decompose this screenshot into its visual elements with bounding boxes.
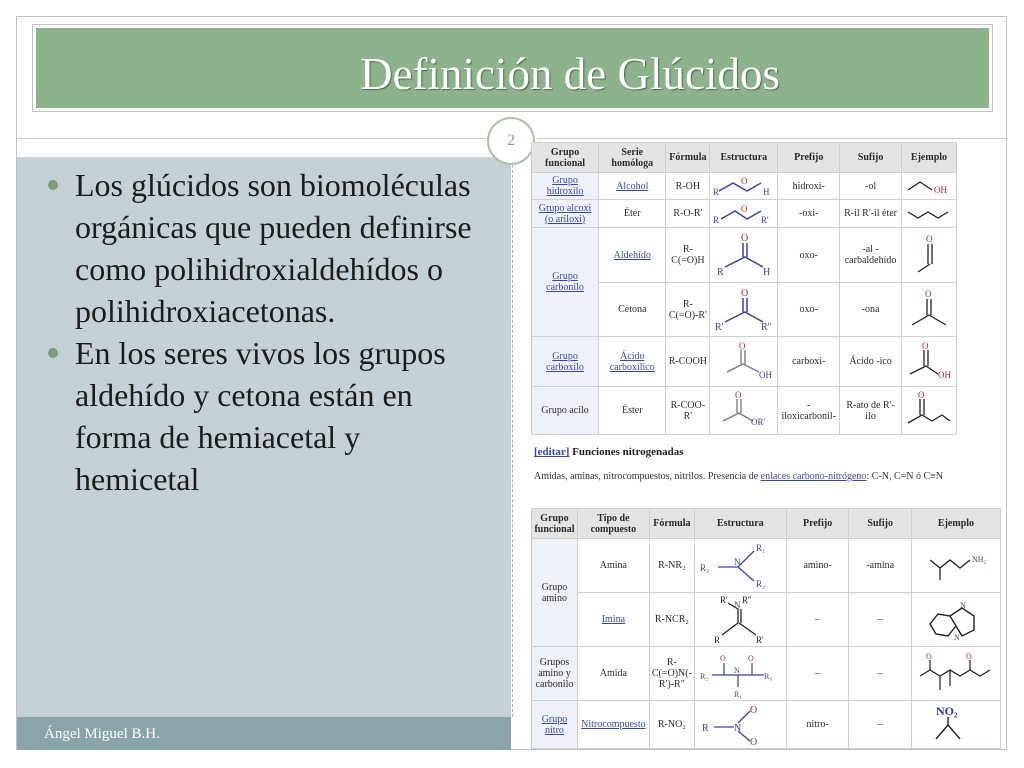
svg-text:R'': R'' <box>742 594 752 605</box>
svg-text:N: N <box>953 632 960 642</box>
prefix-cell: hidroxi- <box>778 173 840 200</box>
table-row <box>532 387 957 435</box>
structure-cell <box>710 173 778 200</box>
formula-cell: R-NO₂ <box>649 701 694 749</box>
suffix-cell: -al - carbaldehído <box>840 228 902 283</box>
example-cell <box>911 593 1000 647</box>
col-header: Ejemplo <box>901 143 956 173</box>
suffix-cell: -amina <box>849 539 912 593</box>
svg-text:O: O <box>925 234 933 244</box>
type-cell[interactable]: Nitrocompuesto <box>577 701 649 749</box>
group-cell: Grupo acilo <box>532 387 599 435</box>
example-cell <box>911 647 1000 701</box>
svg-text:N: N <box>959 600 966 610</box>
example-ester-icon <box>904 389 954 433</box>
footer-author: Ángel Miguel B.H. <box>44 726 160 742</box>
svg-text:O: O <box>925 651 932 661</box>
svg-text:O: O <box>924 288 932 299</box>
suffix-cell: -ona <box>840 283 902 337</box>
svg-text:R: R <box>702 722 709 734</box>
col-header: Grupo funcional <box>532 509 578 539</box>
svg-text:R₂: R₂ <box>700 671 709 681</box>
carboxylic-structure-icon <box>713 340 775 384</box>
ester-structure-icon <box>713 389 775 433</box>
formula-cell: R-NR₂ <box>649 539 694 593</box>
nitrogen-groups-table <box>531 508 1001 749</box>
svg-text:R: R <box>716 267 724 278</box>
svg-text:R₁: R₁ <box>756 542 766 553</box>
group-cell[interactable]: Grupo alcoxi (o ariloxi) <box>532 200 599 228</box>
svg-text:O: O <box>738 340 746 351</box>
suffix-cell: R-ato de R'-ilo <box>840 387 902 435</box>
prefix-cell: oxo- <box>778 228 840 283</box>
example-amide-icon <box>914 650 998 698</box>
suffix-cell: – <box>849 701 912 749</box>
table-header-row <box>532 143 957 173</box>
aldehyde-structure-icon <box>713 231 775 279</box>
prefix-cell: -oxi- <box>778 200 840 228</box>
example-cell <box>901 283 956 337</box>
svg-text:R₃: R₃ <box>764 671 773 681</box>
table-row <box>532 539 1001 593</box>
amide-structure-icon <box>698 649 782 699</box>
serie-cell[interactable]: Ácido carboxílico <box>599 337 666 387</box>
example-aldehyde-icon <box>904 232 954 278</box>
suffix-cell: -ol <box>840 173 902 200</box>
svg-text:R'': R'' <box>760 321 772 333</box>
example-ether-icon <box>904 204 954 224</box>
table-row <box>532 200 957 228</box>
type-cell: Amida <box>577 647 649 701</box>
svg-text:O: O <box>750 704 758 716</box>
example-imine-icon <box>916 596 996 644</box>
svg-text:OH: OH <box>933 185 947 195</box>
oxygen-groups-table <box>531 142 957 435</box>
col-header: Ejemplo <box>911 509 1000 539</box>
svg-text:OH: OH <box>758 369 772 380</box>
serie-cell: Éster <box>599 387 666 435</box>
serie-cell[interactable]: Alcohol <box>599 173 666 200</box>
formula-cell: R-COOH <box>666 337 710 387</box>
col-header: Prefijo <box>786 509 849 539</box>
svg-text:R': R' <box>756 634 764 645</box>
prefix-cell: – <box>786 647 849 701</box>
structure-cell <box>710 337 778 387</box>
ketone-structure-icon <box>713 286 775 334</box>
svg-text:OR': OR' <box>750 416 765 427</box>
nitrogen-section-heading: [editar] Funciones nitrogenadas <box>534 446 684 458</box>
structure-cell <box>710 228 778 283</box>
table-row <box>532 337 957 387</box>
formula-cell: R-O-R' <box>666 200 710 228</box>
col-header: Estructura <box>694 509 786 539</box>
svg-text:O: O <box>740 203 748 214</box>
example-cell <box>911 701 1000 749</box>
group-cell[interactable]: Grupo carbonilo <box>532 228 599 337</box>
ether-structure-icon <box>713 203 775 225</box>
col-header: Fórmula <box>666 143 710 173</box>
svg-text:N: N <box>734 665 741 675</box>
svg-text:O: O <box>917 389 925 400</box>
prefix-cell: - iloxicarbonil- <box>778 387 840 435</box>
svg-text:N: N <box>734 599 741 610</box>
suffix-cell: – <box>849 647 912 701</box>
example-ketone-icon <box>904 287 954 333</box>
group-cell[interactable]: Grupo hidroxilo <box>532 173 599 200</box>
bullet-icon <box>48 180 58 190</box>
svg-text:R₁: R₁ <box>734 689 743 699</box>
serie-cell: Cetona <box>599 283 666 337</box>
col-header: Grupo funcional <box>532 143 599 173</box>
prefix-cell: carboxi- <box>778 337 840 387</box>
suffix-cell: Ácido -ico <box>840 337 902 387</box>
svg-text:O: O <box>750 736 758 747</box>
col-header: Prefijo <box>778 143 840 173</box>
group-cell: Grupo amino <box>532 539 578 647</box>
example-cell <box>911 539 1000 593</box>
structure-cell <box>694 539 786 593</box>
table-header-row <box>532 509 1001 539</box>
bullet-list <box>42 164 482 500</box>
serie-cell[interactable]: Aldehído <box>599 228 666 283</box>
structure-cell <box>694 647 786 701</box>
svg-text:O: O <box>740 233 749 244</box>
col-header: Estructura <box>710 143 778 173</box>
formula-cell: R-C(=O)-R' <box>666 283 710 337</box>
svg-text:O: O <box>740 176 748 186</box>
svg-text:R: R <box>712 187 719 197</box>
formula-cell: R-OH <box>666 173 710 200</box>
col-header: Sufijo <box>840 143 902 173</box>
svg-text:H: H <box>762 187 770 197</box>
divider-right <box>537 138 1007 139</box>
divider-left <box>16 138 486 139</box>
svg-text:N: N <box>734 722 742 734</box>
example-cell <box>901 173 956 200</box>
svg-text:R₃: R₃ <box>700 562 710 573</box>
example-alcohol-icon <box>904 176 954 196</box>
amine-structure-icon <box>698 541 782 591</box>
structure-cell <box>710 200 778 228</box>
type-cell: Amina <box>577 539 649 593</box>
table-row <box>532 593 1001 647</box>
svg-text:R: R <box>712 214 719 225</box>
svg-text:NH₂: NH₂ <box>971 554 987 564</box>
col-header: Sufijo <box>849 509 912 539</box>
col-header: Tipo de compuesto <box>577 509 649 539</box>
svg-text:O: O <box>965 651 972 661</box>
svg-text:R': R' <box>760 214 769 225</box>
group-cell[interactable]: Grupo nitro <box>532 701 578 749</box>
bullet-item: En los seres vivos los grupos aldehído y cetona están en forma de hemiacetal y hemicetal <box>42 332 482 500</box>
formula-cell: R-C(=O)N(-R')-R" <box>649 647 694 701</box>
suffix-cell: R-il R'-il éter <box>840 200 902 228</box>
suffix-cell: – <box>849 593 912 647</box>
imine-structure-icon <box>698 595 782 645</box>
prefix-cell: oxo- <box>778 283 840 337</box>
nitrogen-description: Amidas, aminas, nitrocompuestos, nitrilos. Presencia de enlaces carbono-nitrógeno: C-N, C=N ó C≡N <box>534 471 943 482</box>
group-cell: Grupos amino y carbonilo <box>532 647 578 701</box>
structure-cell <box>710 283 778 337</box>
serie-cell: Éter <box>599 200 666 228</box>
table-row <box>532 173 957 200</box>
structure-cell <box>694 701 786 749</box>
structure-cell <box>710 387 778 435</box>
svg-text:R₂: R₂ <box>756 578 766 589</box>
prefix-cell: nitro- <box>786 701 849 749</box>
example-nitro-icon <box>916 703 996 747</box>
formula-cell: R-NCR₂ <box>649 593 694 647</box>
bullet-icon <box>48 348 58 358</box>
cn-bonds-link[interactable]: enlaces carbono-nitrógeno <box>760 471 867 482</box>
group-cell[interactable]: Grupo carboxilo <box>532 337 599 387</box>
svg-text:O: O <box>734 389 742 400</box>
alcohol-structure-icon <box>713 175 775 197</box>
page-title: Definición de Glúcidos <box>360 49 780 99</box>
example-cell <box>901 337 956 387</box>
table-row <box>532 647 1001 701</box>
svg-text:R': R' <box>714 321 724 333</box>
example-cell <box>901 387 956 435</box>
svg-text:O: O <box>748 653 755 663</box>
prefix-cell: amino- <box>786 539 849 593</box>
structure-cell <box>694 593 786 647</box>
svg-text:O: O <box>740 287 749 299</box>
svg-text:R: R <box>714 634 721 645</box>
svg-text:O: O <box>921 340 929 351</box>
svg-text:N: N <box>734 556 741 567</box>
table-row <box>532 701 1001 749</box>
example-cell <box>901 200 956 228</box>
bullet-item: Los glúcidos son biomoléculas orgánicas que pueden definirse como polihidroxialdehídos o polihidroxiacetonas. <box>42 164 482 332</box>
type-cell[interactable]: Imina <box>577 593 649 647</box>
svg-text:OH: OH <box>937 369 951 380</box>
col-header: Fórmula <box>649 509 694 539</box>
example-acid-icon <box>904 340 954 384</box>
col-header: Serie homóloga <box>599 143 666 173</box>
prefix-cell: – <box>786 593 849 647</box>
slide-number: 2 <box>487 117 535 165</box>
svg-text:H: H <box>762 267 771 278</box>
example-amine-icon <box>916 546 996 586</box>
example-cell <box>901 228 956 283</box>
dashed-divider <box>512 165 513 717</box>
nitro-structure-icon <box>698 703 782 747</box>
svg-text:NO₂: NO₂ <box>935 703 958 718</box>
edit-link[interactable]: [editar] <box>534 446 570 458</box>
formula-cell: R-C(=O)H <box>666 228 710 283</box>
svg-text:R': R' <box>720 594 728 605</box>
formula-cell: R-COO-R' <box>666 387 710 435</box>
svg-text:O: O <box>720 653 727 663</box>
table-row <box>532 228 957 283</box>
